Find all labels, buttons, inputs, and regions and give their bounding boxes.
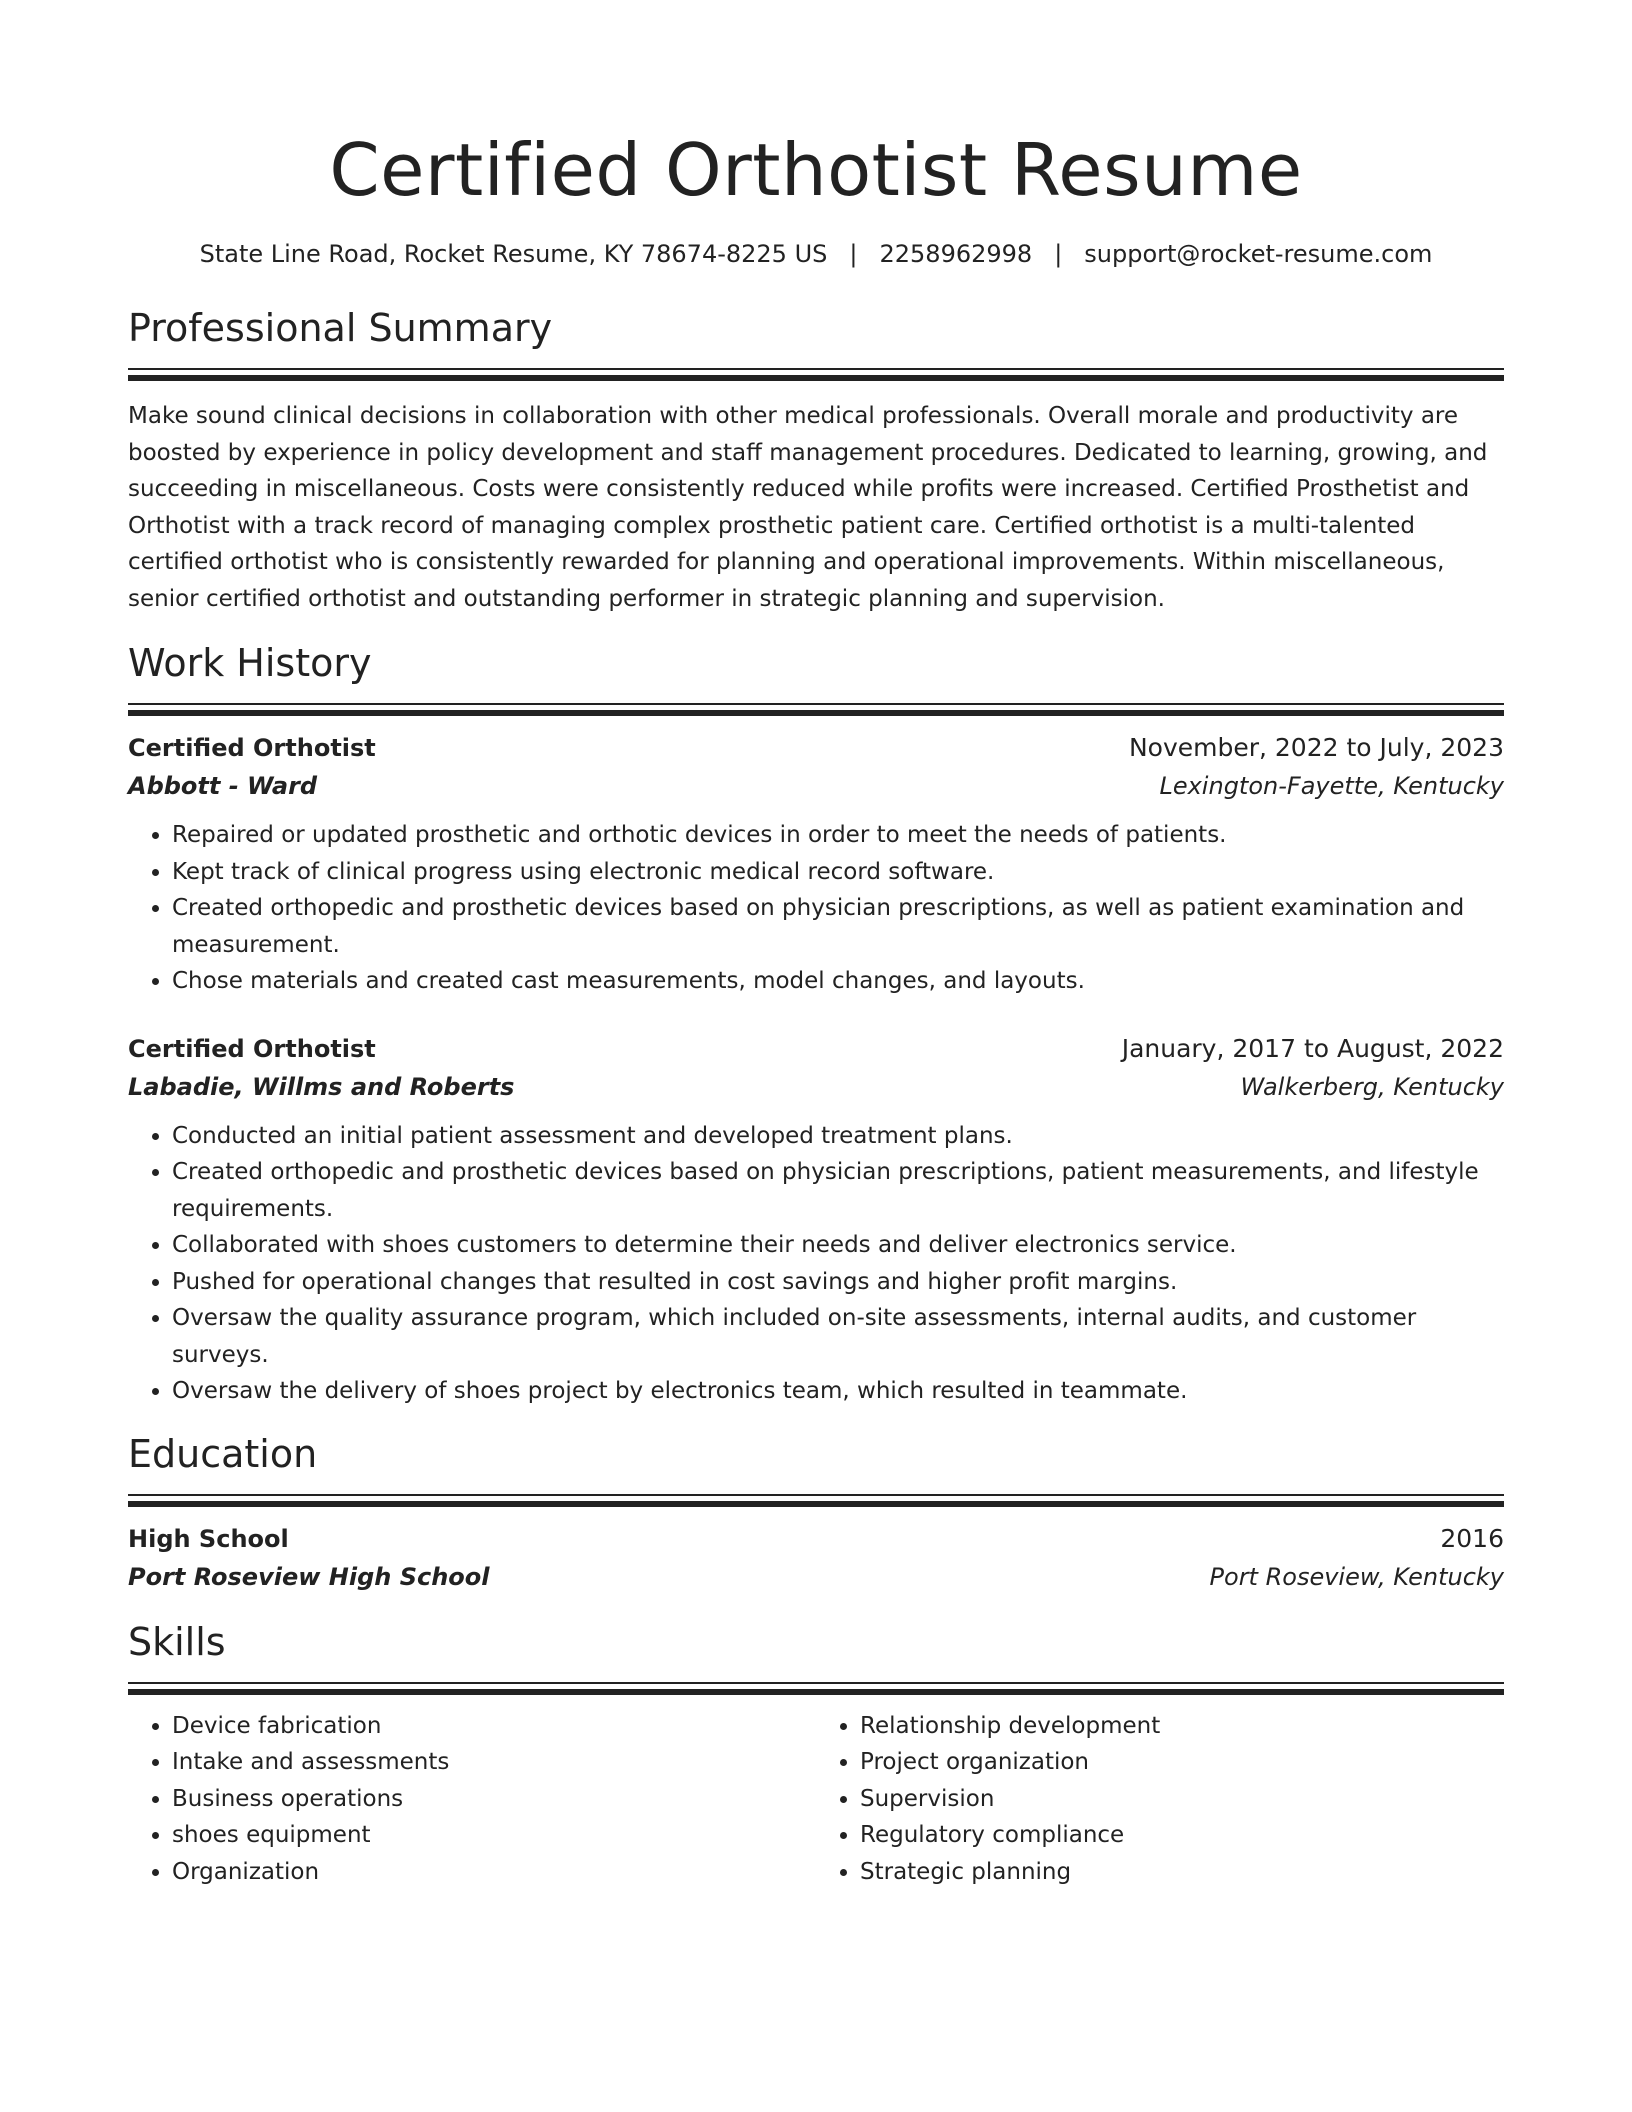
resume-page — [128, 0, 1504, 1890]
job-entry — [128, 1030, 1504, 1410]
contact-line — [128, 238, 1504, 270]
summary-heading: Professional Summary — [128, 306, 553, 350]
contact-separator: | — [849, 240, 858, 268]
address-text: State Line Road, Rocket Resume, KY 78674-8225 US — [199, 240, 828, 268]
work-history-heading: Work History — [128, 641, 372, 685]
job-company: Abbott - Ward — [128, 772, 318, 800]
job-title: Certified Orthotist — [128, 1034, 376, 1063]
section-divider — [128, 1494, 1504, 1508]
job-bullet: • Conducted an initial patient assessment and developed treatment plans. — [172, 1118, 1504, 1155]
skill-item: • Intake and assessments — [172, 1744, 816, 1781]
job-bullets — [128, 1118, 1504, 1410]
skill-item: • shoes equipment — [172, 1817, 816, 1854]
job-bullet: • Collaborated with shoes customers to determine their needs and deliver electronics service. — [172, 1227, 1504, 1264]
job-subheader — [128, 1068, 1504, 1106]
skill-item: • Business operations — [172, 1781, 816, 1818]
job-bullet: • Oversaw the delivery of shoes project by electronics team, which resulted in teammate. — [172, 1373, 1504, 1410]
education-school: Port Roseview High School — [128, 1562, 490, 1591]
skill-item: • Device fabrication — [172, 1708, 816, 1745]
resume-title: Certified Orthotist Resume — [329, 128, 1303, 212]
job-title: Certified Orthotist — [128, 734, 376, 762]
job-header — [128, 1030, 1504, 1068]
job-header — [128, 729, 1504, 767]
education-subheader — [128, 1558, 1504, 1596]
education-header — [128, 1520, 1504, 1558]
job-subheader — [128, 767, 1504, 805]
job-dates: January, 2017 to August, 2022 — [1121, 1033, 1504, 1063]
phone-text: 2258962998 — [879, 240, 1033, 268]
skills-section — [128, 1618, 1504, 1891]
section-divider — [128, 703, 1504, 717]
job-location: Lexington-Fayette, Kentucky — [1159, 772, 1504, 800]
job-entry — [128, 729, 1504, 1000]
education-entry — [128, 1520, 1504, 1596]
summary-section — [128, 304, 1504, 617]
job-bullet: • Kept track of clinical progress using electronic medical record software. — [172, 854, 1504, 891]
skill-item: • Supervision — [860, 1781, 1504, 1818]
summary-text: Make sound clinical decisions in collaboration with other medical professionals. Overall morale and productivity are boosted by experience in policy development and staff management procedures. Dedicated to learning, growing, and succeeding in miscellaneous. Costs were consistently reduced while profits were increased. Certified Prosthetist and Orthotist with a track record of managing complex prosthetic patient care. Certified orthotist is a multi-talented certified orthotist who is consistently rewarded for planning and operational improvements. Within miscellaneous, senior certified orthotist and outstanding performer in strategic planning and supervision. — [128, 403, 1488, 612]
job-dates: November, 2022 to July, 2023 — [1128, 733, 1504, 762]
job-bullet: • Repaired or updated prosthetic and orthotic devices in order to meet the needs of patients. — [172, 817, 1504, 854]
skills-heading: Skills — [128, 1619, 226, 1664]
job-bullet: • Oversaw the quality assurance program, which included on-site assessments, internal audits, and customer surveys. — [172, 1300, 1504, 1373]
education-heading: Education — [128, 1431, 318, 1476]
skill-item: • Project organization — [860, 1744, 1504, 1781]
education-section — [128, 1430, 1504, 1596]
skill-item: • Relationship development — [860, 1708, 1504, 1745]
job-company: Labadie, Willms and Roberts — [128, 1072, 515, 1101]
skill-item: • Regulatory compliance — [860, 1817, 1504, 1854]
contact-separator: | — [1054, 240, 1063, 268]
skills-column-left — [128, 1708, 816, 1891]
job-bullets — [128, 817, 1504, 1000]
job-bullet: • Chose materials and created cast measurements, model changes, and layouts. — [172, 963, 1504, 1000]
work-history-section — [128, 639, 1504, 1410]
skill-item: • Strategic planning — [860, 1854, 1504, 1891]
skills-column-right — [816, 1708, 1504, 1891]
job-location: Walkerberg, Kentucky — [1240, 1072, 1504, 1101]
education-year: 2016 — [1440, 1523, 1504, 1553]
job-bullet: • Pushed for operational changes that resulted in cost savings and higher profit margins. — [172, 1264, 1504, 1301]
section-divider — [128, 368, 1504, 382]
skills-list — [128, 1708, 1504, 1891]
education-location: Port Roseview, Kentucky — [1209, 1562, 1504, 1591]
email-link[interactable]: support@rocket-resume.com — [1084, 240, 1433, 268]
education-degree: High School — [128, 1524, 289, 1553]
job-bullet: • Created orthopedic and prosthetic devices based on physician prescriptions, as well as patient examination and measurement. — [172, 890, 1504, 963]
job-bullet: • Created orthopedic and prosthetic devices based on physician prescriptions, patient measurements, and lifestyle requirements. — [172, 1154, 1504, 1227]
section-divider — [128, 1682, 1504, 1696]
skill-item: • Organization — [172, 1854, 816, 1891]
